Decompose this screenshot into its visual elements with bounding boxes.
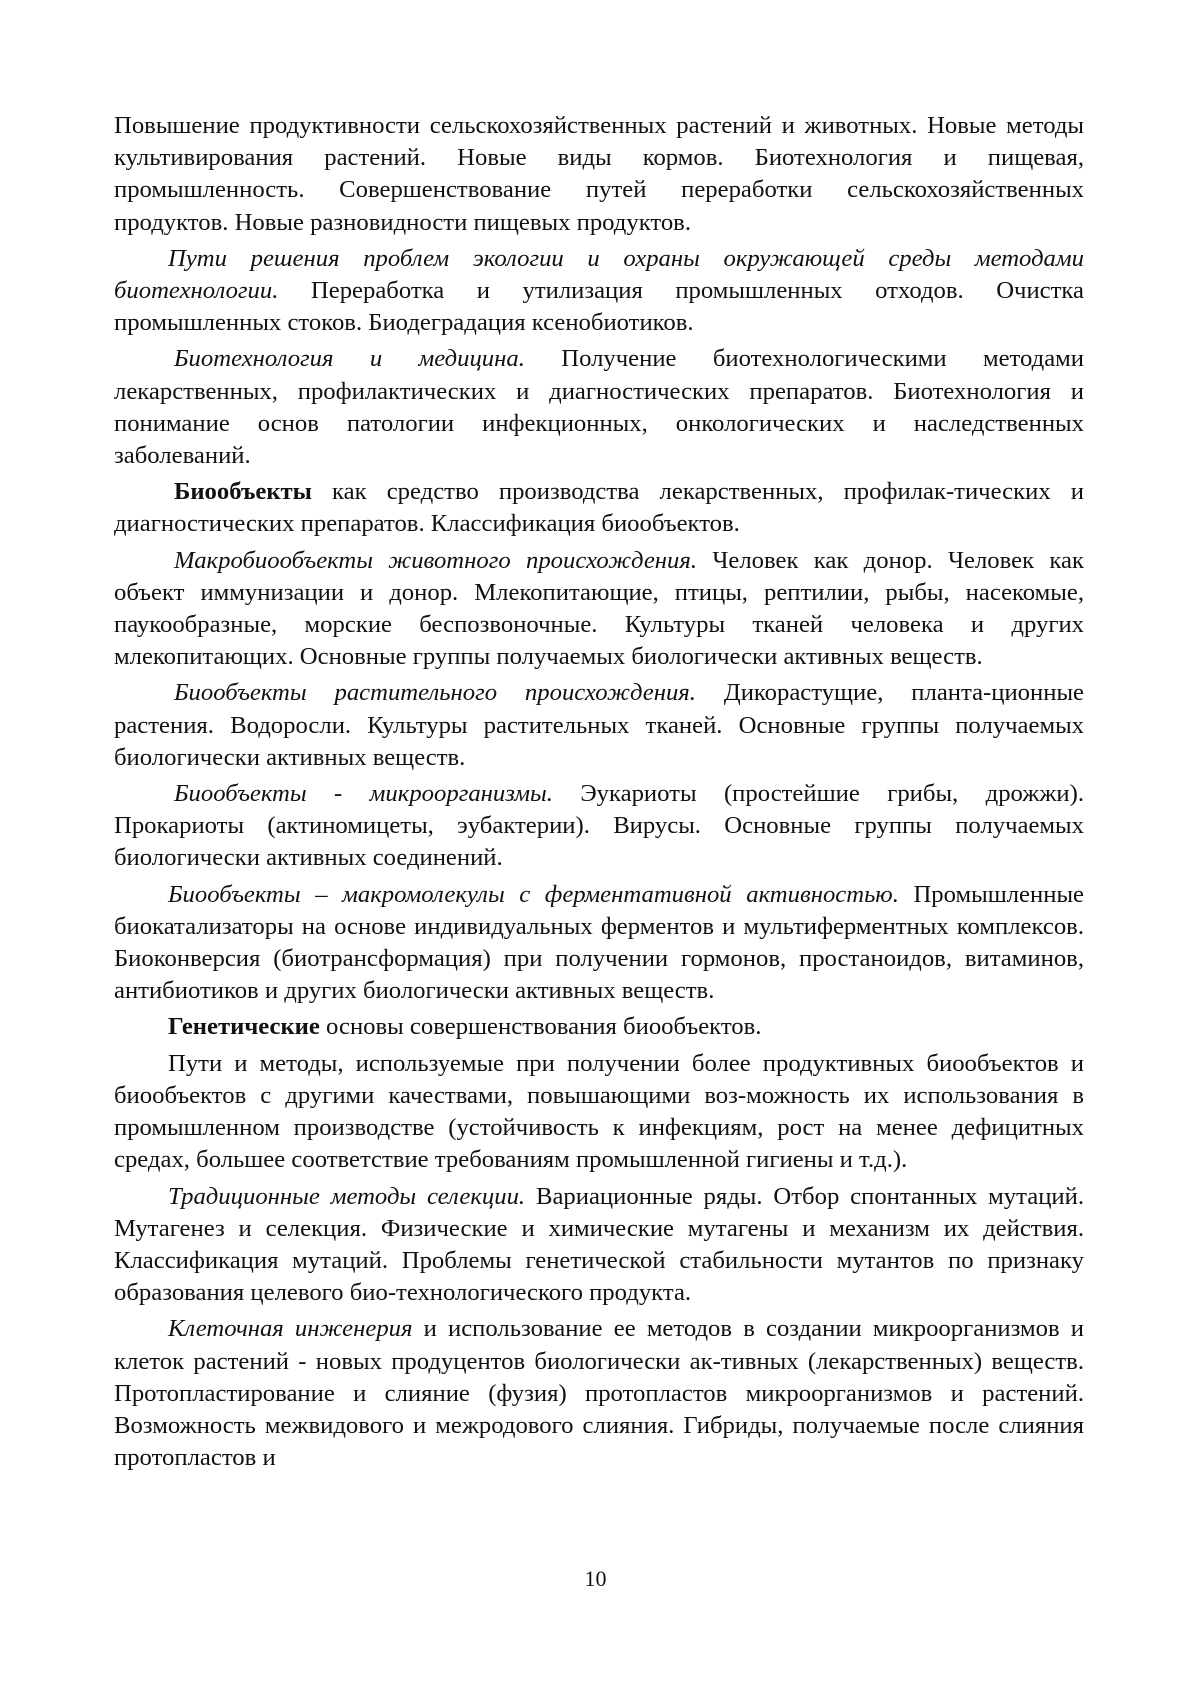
paragraph-methods (114, 1048, 1084, 1177)
paragraph-lead: Биообъекты - микроорганизмы. (174, 780, 553, 808)
paragraph-text: Пути и методы, используемые при получении более продуктивных биообъектов и биообъектов с другими качествами, повышающими воз-можность их использования в промышленном производстве (устойчивость к инфекциям, рост на менее дефицитных средах, большее соответствие требованиям промышленной гигиены и т.д.). (114, 1049, 1084, 1174)
paragraph-microorganisms (114, 778, 1084, 875)
paragraph-text: как средство производства лекарственных, профилак-тических и диагностических препаратов. Классификация биообъектов. (114, 478, 1084, 538)
paragraph-agriculture (114, 110, 1084, 239)
paragraph-lead: Традиционные методы селекции. (168, 1182, 526, 1210)
paragraph-text: Получение биотехнологическими методами лекарственных, профилактических и диагностических препаратов. Биотехнология и понимание основ патологии инфекционных, онкологических и наследственных заболеваний. (114, 345, 1084, 470)
paragraph-lead: Клеточная инженерия (168, 1315, 413, 1343)
paragraph-lead: Биообъекты (174, 478, 312, 506)
paragraph-ecology (114, 243, 1084, 340)
paragraph-lead: Биообъекты растительного происхождения. (174, 679, 696, 707)
paragraph-lead: Биотехнология и медицина. (174, 345, 525, 373)
paragraph-text: Эукариоты (простейшие грибы, дрожжи). Прокариоты (актиномицеты, эубактерии). Вирусы. Основные группы получаемых биологически активных соединений. (114, 780, 1084, 872)
paragraph-text: Промышленные биокатализаторы на основе индивидуальных ферментов и мультиферментных комплексов. Биоконверсия (биотрансформация) при получении гормонов, простаноидов, витаминов, антибиотиков и других биологически активных веществ. (114, 880, 1084, 1005)
paragraph-plant-bioobjects (114, 677, 1084, 774)
paragraph-lead: Пути решения проблем экологии и охраны окружающей среды методами биотехнологии. (114, 244, 1084, 305)
paragraph-medicine (114, 343, 1084, 472)
paragraph-text: Дикорастущие, планта-ционные растения. Водоросли. Культуры растительных тканей. Основные группы получаемых биологически активных веществ. (114, 679, 1084, 771)
paragraph-text: основы совершенствования биообъектов. (319, 1013, 762, 1041)
paragraph-text: Человек как донор. Человек как объект иммунизации и донор. Млекопитающие, птицы, рептилии, рыбы, насекомые, паукообразные, морские беспозвоночные. Культуры тканей человека и других млекопитающих. Основные группы получаемых биологически активных веществ. (114, 546, 1084, 671)
paragraph-macromolecules (114, 879, 1084, 1008)
paragraph-lead: Макробиообъекты животного происхождения. (174, 546, 698, 574)
paragraph-text: Вариационные ряды. Отбор спонтанных мутаций. Мутагенез и селекция. Физические и химические мутагены и механизм их действия. Классификация мутаций. Проблемы генетической стабильности мутантов по признаку образования целевого био-технологического продукта. (114, 1182, 1084, 1307)
paragraph-cell-engineering (114, 1313, 1084, 1474)
paragraph-text: и использование ее методов в создании микроорганизмов и клеток растений - новых продуцентов биологически ак-тивных (лекарственных) веществ. Протопластирование и слияние (фузия) протопластов микроорганизмов и растений. Возможность межвидового и межродового слияния. Гибриды, получаемые после слияния протопластов и (114, 1315, 1085, 1472)
document-body (114, 110, 1084, 1478)
paragraph-text: Повышение продуктивности сельскохозяйственных растений и животных. Новые методы культивирования растений. Новые виды кормов. Биотехнология и пищевая, промышленность. Совершенствование путей переработки сельскохозяйственных продуктов. Новые разновидности пищевых продуктов. (114, 112, 1084, 236)
paragraph-lead: Генетические (168, 1013, 320, 1041)
paragraph-lead: Биообъекты – макромолекулы с ферментативной активностью. (168, 880, 899, 908)
paragraph-text: Переработка и утилизация промышленных отходов. Очистка промышленных стоков. Биодеградация ксенобиотиков. (114, 277, 1084, 337)
paragraph-selection (114, 1181, 1084, 1310)
paragraph-bioobjects (114, 476, 1084, 540)
paragraph-macrobioobjects (114, 545, 1084, 674)
page-number: 10 (584, 1566, 607, 1591)
paragraph-genetic (114, 1011, 1084, 1043)
